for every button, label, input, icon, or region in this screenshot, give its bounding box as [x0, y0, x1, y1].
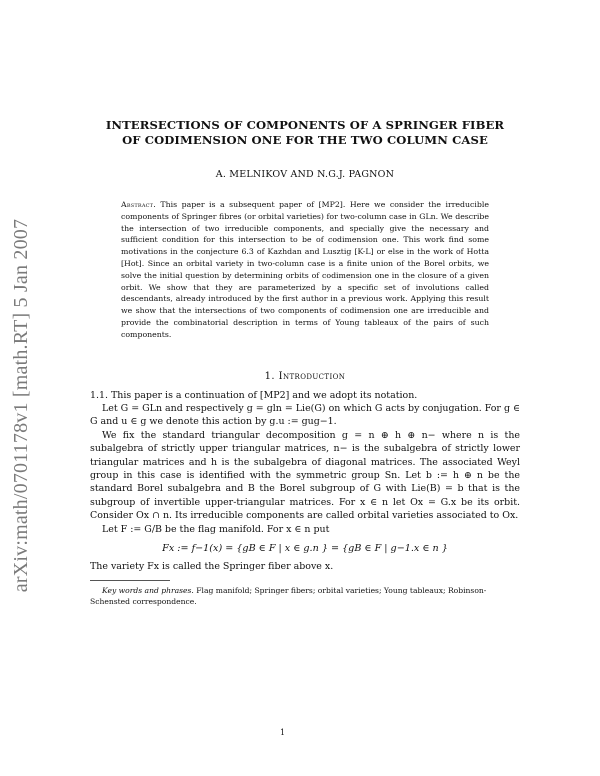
footnote-label: Key words and phrases.: [102, 585, 194, 595]
paragraph-springer-fiber: The variety Fx is called the Springer fiber above x.: [90, 561, 334, 573]
paragraph-flag-manifold: Let F := G/B be the flag manifold. For x ∈ n put: [102, 523, 330, 535]
arxiv-sidebar-identifier: [2, 170, 42, 640]
springer-fiber-formula: Fx := f−1(x) = {gB ∈ F | x ∈ g.n } = {gB ∈ F | g−1.x ∈ n }: [162, 543, 448, 555]
body-text: [90, 389, 520, 574]
paragraph-1-1: 1.1. This paper is a continuation of [MP2] and we adopt its notation.: [90, 389, 418, 401]
paper-page: [90, 118, 520, 607]
footnote-rule: [90, 580, 170, 581]
section-heading: 1. Introduction: [264, 370, 346, 382]
abstract: [121, 199, 489, 341]
title-line-1: INTERSECTIONS OF COMPONENTS OF A SPRINGER FIBER: [105, 118, 505, 132]
paragraph-decomposition: We fix the standard triangular decomposition g = n ⊕ h ⊕ n− where n is the subalgebra of strictly upper triangular matrices, n− is the subalgebra of strictly lower triangular matrices and h is the subalgebra of diagonal matrices. The associated Weyl group in this case is identified with the symmetric group Sn. Let b := h ⊕ n be the standard Borel subalgebra and B the Borel subgroup of G with Lie(B) = b that is the subgroup of invertible upper-triangular matrices. For x ∈ n let Ox = G.x be its orbit. Consider Ox ∩ n. Its irreducible components are called orbital varieties associated to Ox.: [90, 429, 520, 522]
title-line-2: OF CODIMENSION ONE FOR THE TWO COLUMN CASE: [122, 133, 488, 147]
footnote: [90, 585, 520, 607]
arxiv-identifier-text: arXiv:math/0701178v1 [math.RT] 5 Jan 2007: [10, 218, 33, 592]
footnote-text: Flag manifold; Springer fibers; orbital varieties; Young tableaux; Robinson-Schensted correspondence.: [90, 585, 487, 606]
paper-authors: A. MELNIKOV AND N.G.J. PAGNON: [215, 169, 395, 180]
paragraph-notation: Let G = GLn and respectively g = gln = Lie(G) on which G acts by conjugation. For g ∈ G and u ∈ g we denote this action by g.u := gug−1.: [90, 402, 520, 428]
abstract-text: This paper is a subsequent paper of [MP2]. Here we consider the irreducible components of Springer fibres (or orbital varieties) for two-column case in GLn. We describe the intersection of two irreducible components, and specially give the necessary and sufficient condition for this intersection to be of codimension one. This work find some motivations in the conjecture 6.3 of Kazhdan and Lusztig [K-L] or else in the work of Hotta [Hot]. Since an orbital variety in two-column case is a finite union of the Borel orbits, we solve the initial question by determining orbits of codimension one in the closure of a given orbit. We show that they are parameterized by a specific set of involutions called descendants, already introduced by the first author in a previous work. Applying this result we show that the intersections of two components of codimension one are irreducible and provide the combinatorial description in terms of Young tableaux of the pairs of such components.: [121, 200, 490, 339]
paper-title: [90, 118, 520, 148]
abstract-label: Abstract.: [121, 200, 156, 209]
page-number: 1: [280, 728, 286, 737]
